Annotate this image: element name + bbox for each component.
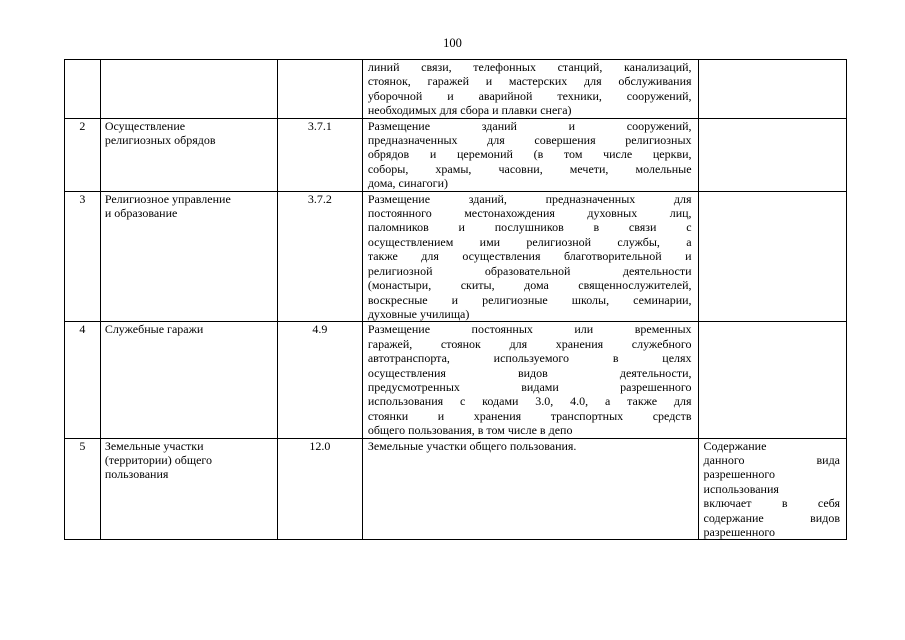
description-line: Размещение зданий и сооружений, [367, 118, 692, 133]
description-line: Размещение постоянных или временных [367, 322, 692, 337]
note-line: использования [703, 481, 779, 496]
description-line: Размещение зданий, предназначенных для [367, 191, 692, 206]
description-line: (монастыри, скиты, дома священнослужителей, [367, 278, 692, 293]
description-line: воскресные и религиозные школы, семинарии, [367, 292, 692, 307]
table-row [65, 118, 847, 191]
description-line: осуществления видов деятельности, [367, 365, 692, 380]
use-code-cell: 4.9 [277, 322, 362, 438]
land-use-table [64, 59, 847, 540]
description-line: стоянки и хранения транспортных средств [367, 408, 692, 423]
description-line: стоянок, гаражей и мастерских для обслуживания [367, 74, 692, 89]
description-line: уборочной и аварийной техники, сооружений, [367, 88, 692, 103]
description-line: духовные училища) [367, 306, 470, 321]
use-type-name-cell: Осуществление религиозных обрядов [100, 118, 277, 191]
description-line: Земельные участки общего пользования. [367, 438, 577, 453]
row-number-cell: 4 [65, 322, 101, 438]
note-line: данного вида [703, 452, 840, 467]
use-type-name-cell: Религиозное управление и образование [100, 191, 277, 322]
description-line: необходимых для сбора и плавки снега) [367, 103, 572, 118]
description-cell [362, 438, 698, 540]
note-line: разрешенного [703, 525, 775, 539]
row-number-cell [65, 60, 101, 119]
note-cell [698, 322, 846, 438]
description-line: религиозной образовательной деятельности [367, 263, 692, 278]
note-cell [698, 118, 846, 191]
note-line: включает в себя [703, 496, 840, 511]
use-code-cell: 12.0 [277, 438, 362, 540]
description-line: предусмотренных видами разрешенного [367, 379, 692, 394]
description-line: линий связи, телефонных станций, канализаций, [367, 60, 692, 74]
description-line: также для осуществления благотворительной и [367, 249, 692, 264]
table-row [65, 191, 847, 322]
description-line: гаражей, стоянок для хранения служебного [367, 336, 692, 351]
description-line: постоянного местонахождения духовных лиц, [367, 206, 692, 221]
note-cell [698, 191, 846, 322]
note-cell [698, 60, 846, 119]
use-type-name-cell: Служебные гаражи [100, 322, 277, 438]
description-line: паломников и послушников в связи с [367, 220, 692, 235]
description-cell [362, 118, 698, 191]
note-line: Содержание [703, 438, 767, 453]
use-code-cell: 3.7.2 [277, 191, 362, 322]
description-line: осуществлением ими религиозной службы, а [367, 234, 692, 249]
table-row [65, 438, 847, 540]
description-line: предназначенных для совершения религиозных [367, 133, 692, 148]
use-code-cell: 3.7.1 [277, 118, 362, 191]
note-cell [698, 438, 846, 540]
description-cell [362, 322, 698, 438]
row-number-cell: 2 [65, 118, 101, 191]
row-number-cell: 5 [65, 438, 101, 540]
description-cell [362, 191, 698, 322]
description-line: общего пользования, в том числе в депо [367, 423, 573, 438]
use-code-cell [277, 60, 362, 119]
description-line: соборы, храмы, часовни, мечети, молельные [367, 161, 692, 176]
description-line: обрядов и церемоний (в том числе церкви, [367, 147, 692, 162]
row-number-cell: 3 [65, 191, 101, 322]
use-type-name-cell [100, 60, 277, 119]
page-number: 100 [443, 36, 462, 50]
use-type-name-cell: Земельные участки (территории) общего пользования [100, 438, 277, 540]
note-line: разрешенного [703, 467, 775, 482]
description-line: автотранспорта, используемого в целях [367, 351, 692, 366]
description-line: использования с кодами 3.0, 4.0, а также для [367, 394, 692, 409]
table-row [65, 322, 847, 438]
table-row [65, 60, 847, 119]
note-line: содержание видов [703, 510, 840, 525]
description-cell [362, 60, 698, 119]
description-line: дома, синагоги) [367, 176, 449, 191]
